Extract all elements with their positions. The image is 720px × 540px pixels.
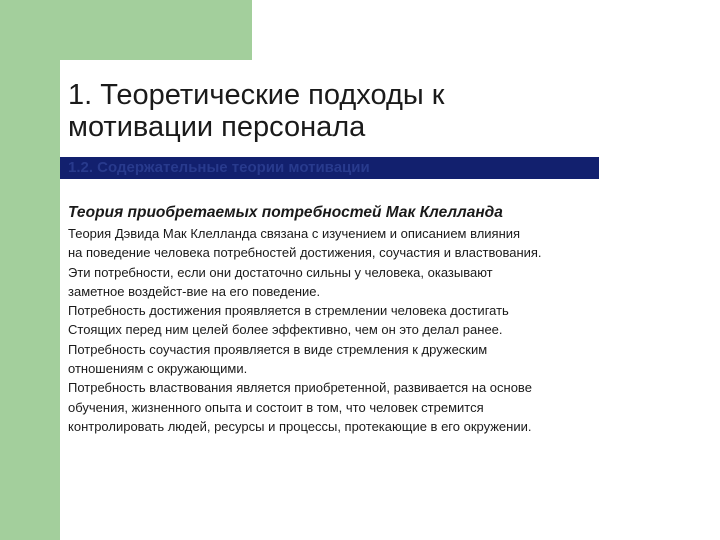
slide-title-line-1: 1. Теоретические подходы к [68,79,445,111]
body-line-3: Эти потребности, если они достаточно сильны у человека, оказывают [68,264,493,280]
slide-title-line-2: мотивации персонала [68,111,366,143]
slide-title [68,79,628,143]
slide-subtitle: 1.2. Содержательные теории мотивации [68,159,370,176]
body-line-5: Потребность достижения проявляется в стремлении человека достигать [68,303,509,319]
body-line-1: Теория Дэвида Мак Клелланда связана с изучением и описанием влияния [68,226,521,241]
body-line-2: на поведение человека потребностей достижения, соучастия и властвования. [68,245,542,261]
body-line-9: Потребность властвования является приобретенной, развивается на основе [68,380,532,396]
body-line-4: заметное воздейст-вие на его поведение. [68,283,321,299]
body-line-10: обучения, жизненного опыта и состоит в том, что человек стремится [68,399,484,415]
body-line-11: контролировать людей, ресурсы и процессы, протекающие в его окружении. [68,418,532,434]
green-left-band [0,0,60,540]
body-line-7: Потребность соучастия проявляется в виде стремления к дружеским [68,341,488,357]
slide-content [68,203,688,436]
body-line-8: отношениям с окружающими. [68,361,248,377]
theory-heading: Теория приобретаемых потребностей Мак Клелланда [68,204,503,221]
body-line-6: Стоящих перед ним целей более эффективно, чем он это делал ранее. [68,322,503,338]
